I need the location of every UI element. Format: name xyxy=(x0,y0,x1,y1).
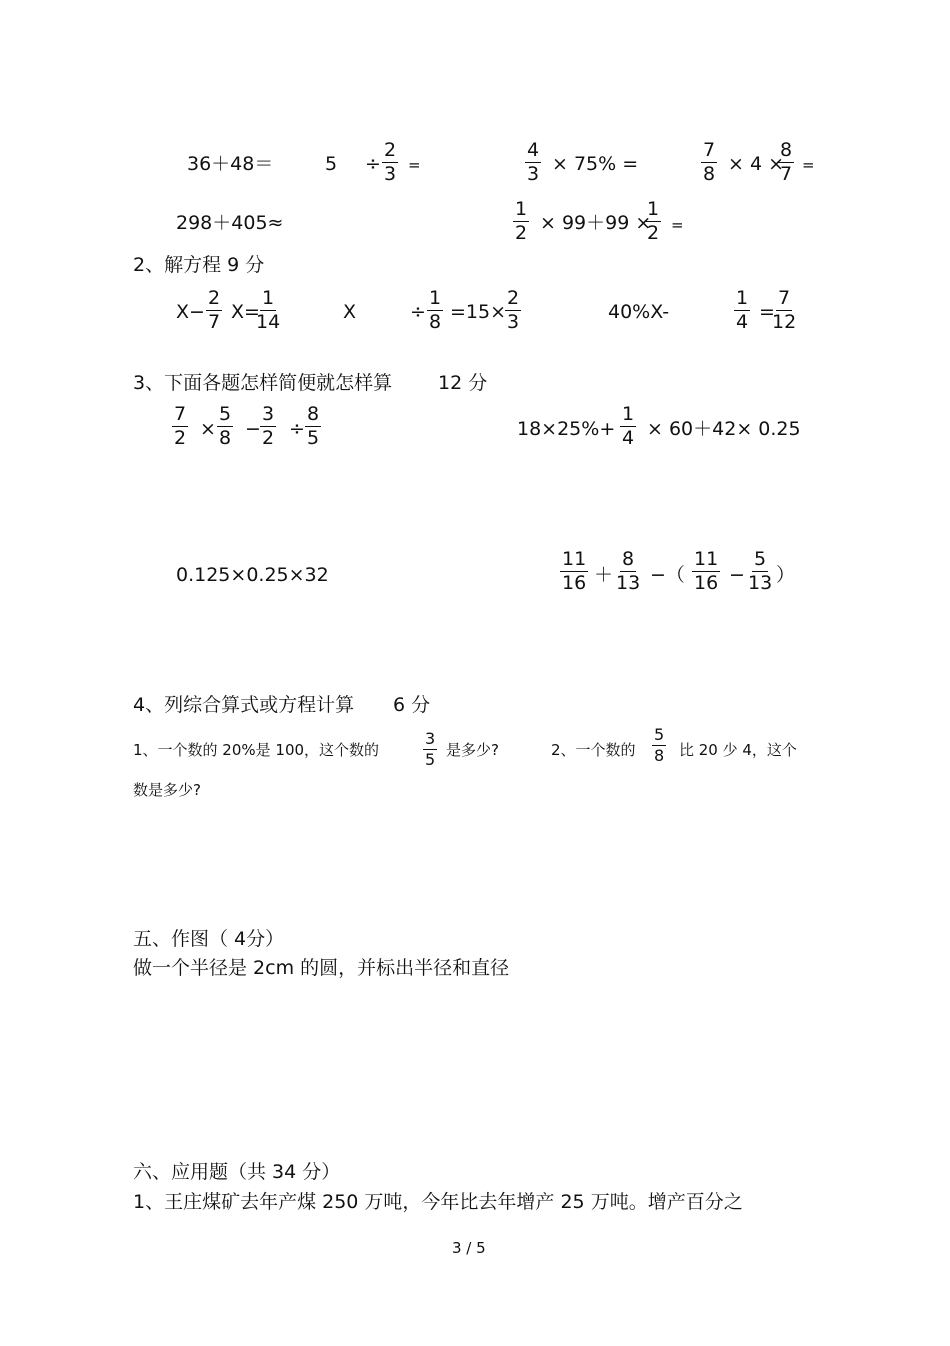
fraction xyxy=(701,141,717,184)
fraction-numerator: 2 xyxy=(208,287,221,309)
equation-3-equals: = xyxy=(759,301,775,323)
fraction-denominator: 5 xyxy=(425,750,436,769)
fraction-numerator: 1 xyxy=(515,198,528,220)
section-4-heading: 4、列综合算式或方程计算 xyxy=(133,694,355,716)
fraction-numerator: 3 xyxy=(425,729,436,748)
fraction xyxy=(620,405,636,448)
fraction-denominator: 2 xyxy=(515,222,528,244)
section-3-points: 12 分 xyxy=(438,372,488,394)
fraction-denominator: 2 xyxy=(262,427,275,449)
calc-298-plus-405: 298＋405≈ xyxy=(176,212,284,234)
operator-minus-paren: −（ xyxy=(650,564,685,586)
question-1-end: 是多少? xyxy=(446,741,499,759)
fraction-denominator: 3 xyxy=(507,311,520,333)
fraction-denominator: 4 xyxy=(736,311,749,333)
section-6-heading: 六、应用题（共 34 分） xyxy=(133,1161,341,1183)
fraction-denominator: 7 xyxy=(208,311,221,333)
fraction-denominator: 2 xyxy=(647,222,660,244)
fraction-numerator: 1 xyxy=(736,287,749,309)
fraction xyxy=(427,289,443,332)
operator-minus: − xyxy=(245,418,261,440)
operator-divide: ÷ xyxy=(289,418,305,440)
fraction-denominator: 14 xyxy=(256,311,281,333)
problem-2-end: × 60＋42× 0.25 xyxy=(647,418,801,440)
fraction-numerator: 7 xyxy=(174,403,187,425)
fraction-numerator: 1 xyxy=(647,198,660,220)
equals-sign: = xyxy=(408,156,421,174)
operator-plus: ＋ xyxy=(594,564,614,586)
fraction-numerator: 1 xyxy=(262,287,275,309)
section-5-heading: 五、作图（ 4分） xyxy=(133,928,285,950)
fraction-denominator: 5 xyxy=(307,427,320,449)
section-5-text: 做一个半径是 2cm 的圆，并标出半径和直径 xyxy=(133,957,510,979)
fraction xyxy=(260,405,276,448)
fraction-numerator: 5 xyxy=(654,725,665,744)
fraction-numerator: 8 xyxy=(307,403,320,425)
section-4-points: 6 分 xyxy=(393,694,431,716)
calc-times-75-percent: × 75% = xyxy=(552,153,639,175)
equals-sign: = xyxy=(671,216,684,234)
fraction xyxy=(513,200,529,243)
fraction-numerator: 2 xyxy=(384,139,397,161)
fraction xyxy=(614,550,642,593)
fraction-denominator: 13 xyxy=(616,572,641,594)
fraction xyxy=(217,405,233,448)
fraction xyxy=(172,405,188,448)
equation-2-divide: ÷ xyxy=(410,301,426,323)
fraction-numerator: 11 xyxy=(694,548,719,570)
fraction xyxy=(206,289,222,332)
fraction-denominator: 16 xyxy=(562,572,587,594)
fraction-numerator: 11 xyxy=(562,548,587,570)
operator-minus: − xyxy=(729,564,745,586)
fraction-denominator: 4 xyxy=(622,427,635,449)
equation-1-lhs: X− xyxy=(176,301,205,323)
fraction-denominator: 8 xyxy=(219,427,232,449)
equals-sign: = xyxy=(802,156,815,174)
calc-36-plus-48: 36＋48＝ xyxy=(187,153,274,175)
fraction-denominator: 13 xyxy=(748,572,773,594)
fraction xyxy=(770,289,798,332)
fraction-denominator: 12 xyxy=(772,311,797,333)
fraction xyxy=(254,289,282,332)
fraction xyxy=(746,550,774,593)
fraction-numerator: 8 xyxy=(622,548,635,570)
question-2-mid: 比 20 少 4，这个 xyxy=(679,741,797,759)
fraction-numerator: 7 xyxy=(703,139,716,161)
fraction-numerator: 1 xyxy=(622,403,635,425)
fraction xyxy=(692,550,720,593)
page-number: 3 / 5 xyxy=(452,1239,486,1257)
fraction xyxy=(652,727,666,764)
fraction-denominator: 16 xyxy=(694,572,719,594)
closing-paren: ） xyxy=(776,564,796,586)
fraction xyxy=(305,405,321,448)
equation-2-x: X xyxy=(343,301,357,323)
fraction-numerator: 2 xyxy=(507,287,520,309)
equation-1-x-equals: X= xyxy=(231,301,260,323)
question-2-end: 数是多少? xyxy=(133,781,201,799)
fraction-numerator: 5 xyxy=(754,548,767,570)
calc-times-99-plus-99: × 99＋99 × xyxy=(540,212,652,234)
fraction xyxy=(778,141,794,184)
fraction xyxy=(505,289,521,332)
fraction-numerator: 1 xyxy=(429,287,442,309)
section-6-question-1: 1、王庄煤矿去年产煤 250 万吨，今年比去年增产 25 万吨。增产百分之 xyxy=(133,1191,743,1213)
fraction-denominator: 3 xyxy=(527,163,540,185)
fraction xyxy=(382,141,398,184)
fraction-denominator: 2 xyxy=(174,427,187,449)
section-3-heading: 3、下面各题怎样简便就怎样算 xyxy=(133,372,393,394)
section-2-heading: 2、解方程 9 分 xyxy=(133,254,265,276)
fraction-denominator: 3 xyxy=(384,163,397,185)
fraction-denominator: 8 xyxy=(654,746,665,765)
fraction-denominator: 8 xyxy=(703,163,716,185)
operator-times: × xyxy=(200,418,216,440)
fraction-numerator: 3 xyxy=(262,403,275,425)
equation-2-rhs: =15× xyxy=(450,301,507,323)
question-1-text: 1、一个数的 20%是 100，这个数的 xyxy=(133,741,380,759)
fraction-numerator: 4 xyxy=(527,139,540,161)
fraction xyxy=(560,550,588,593)
fraction xyxy=(423,731,437,768)
fraction-denominator: 7 xyxy=(780,163,793,185)
fraction xyxy=(645,200,661,243)
equation-3-lhs: 40%X- xyxy=(608,301,670,323)
fraction-numerator: 8 xyxy=(780,139,793,161)
calc-divide-sign: ÷ xyxy=(365,153,381,175)
fraction-numerator: 5 xyxy=(219,403,232,425)
fraction xyxy=(525,141,541,184)
fraction xyxy=(734,289,750,332)
calc-times-4-times: × 4 × xyxy=(728,153,785,175)
problem-2-start: 18×25%+ xyxy=(517,418,616,440)
fraction-denominator: 8 xyxy=(429,311,442,333)
question-2-text: 2、一个数的 xyxy=(551,741,636,759)
problem-3: 0.125×0.25×32 xyxy=(176,564,329,586)
fraction-numerator: 7 xyxy=(778,287,791,309)
calc-five: 5 xyxy=(325,153,338,175)
